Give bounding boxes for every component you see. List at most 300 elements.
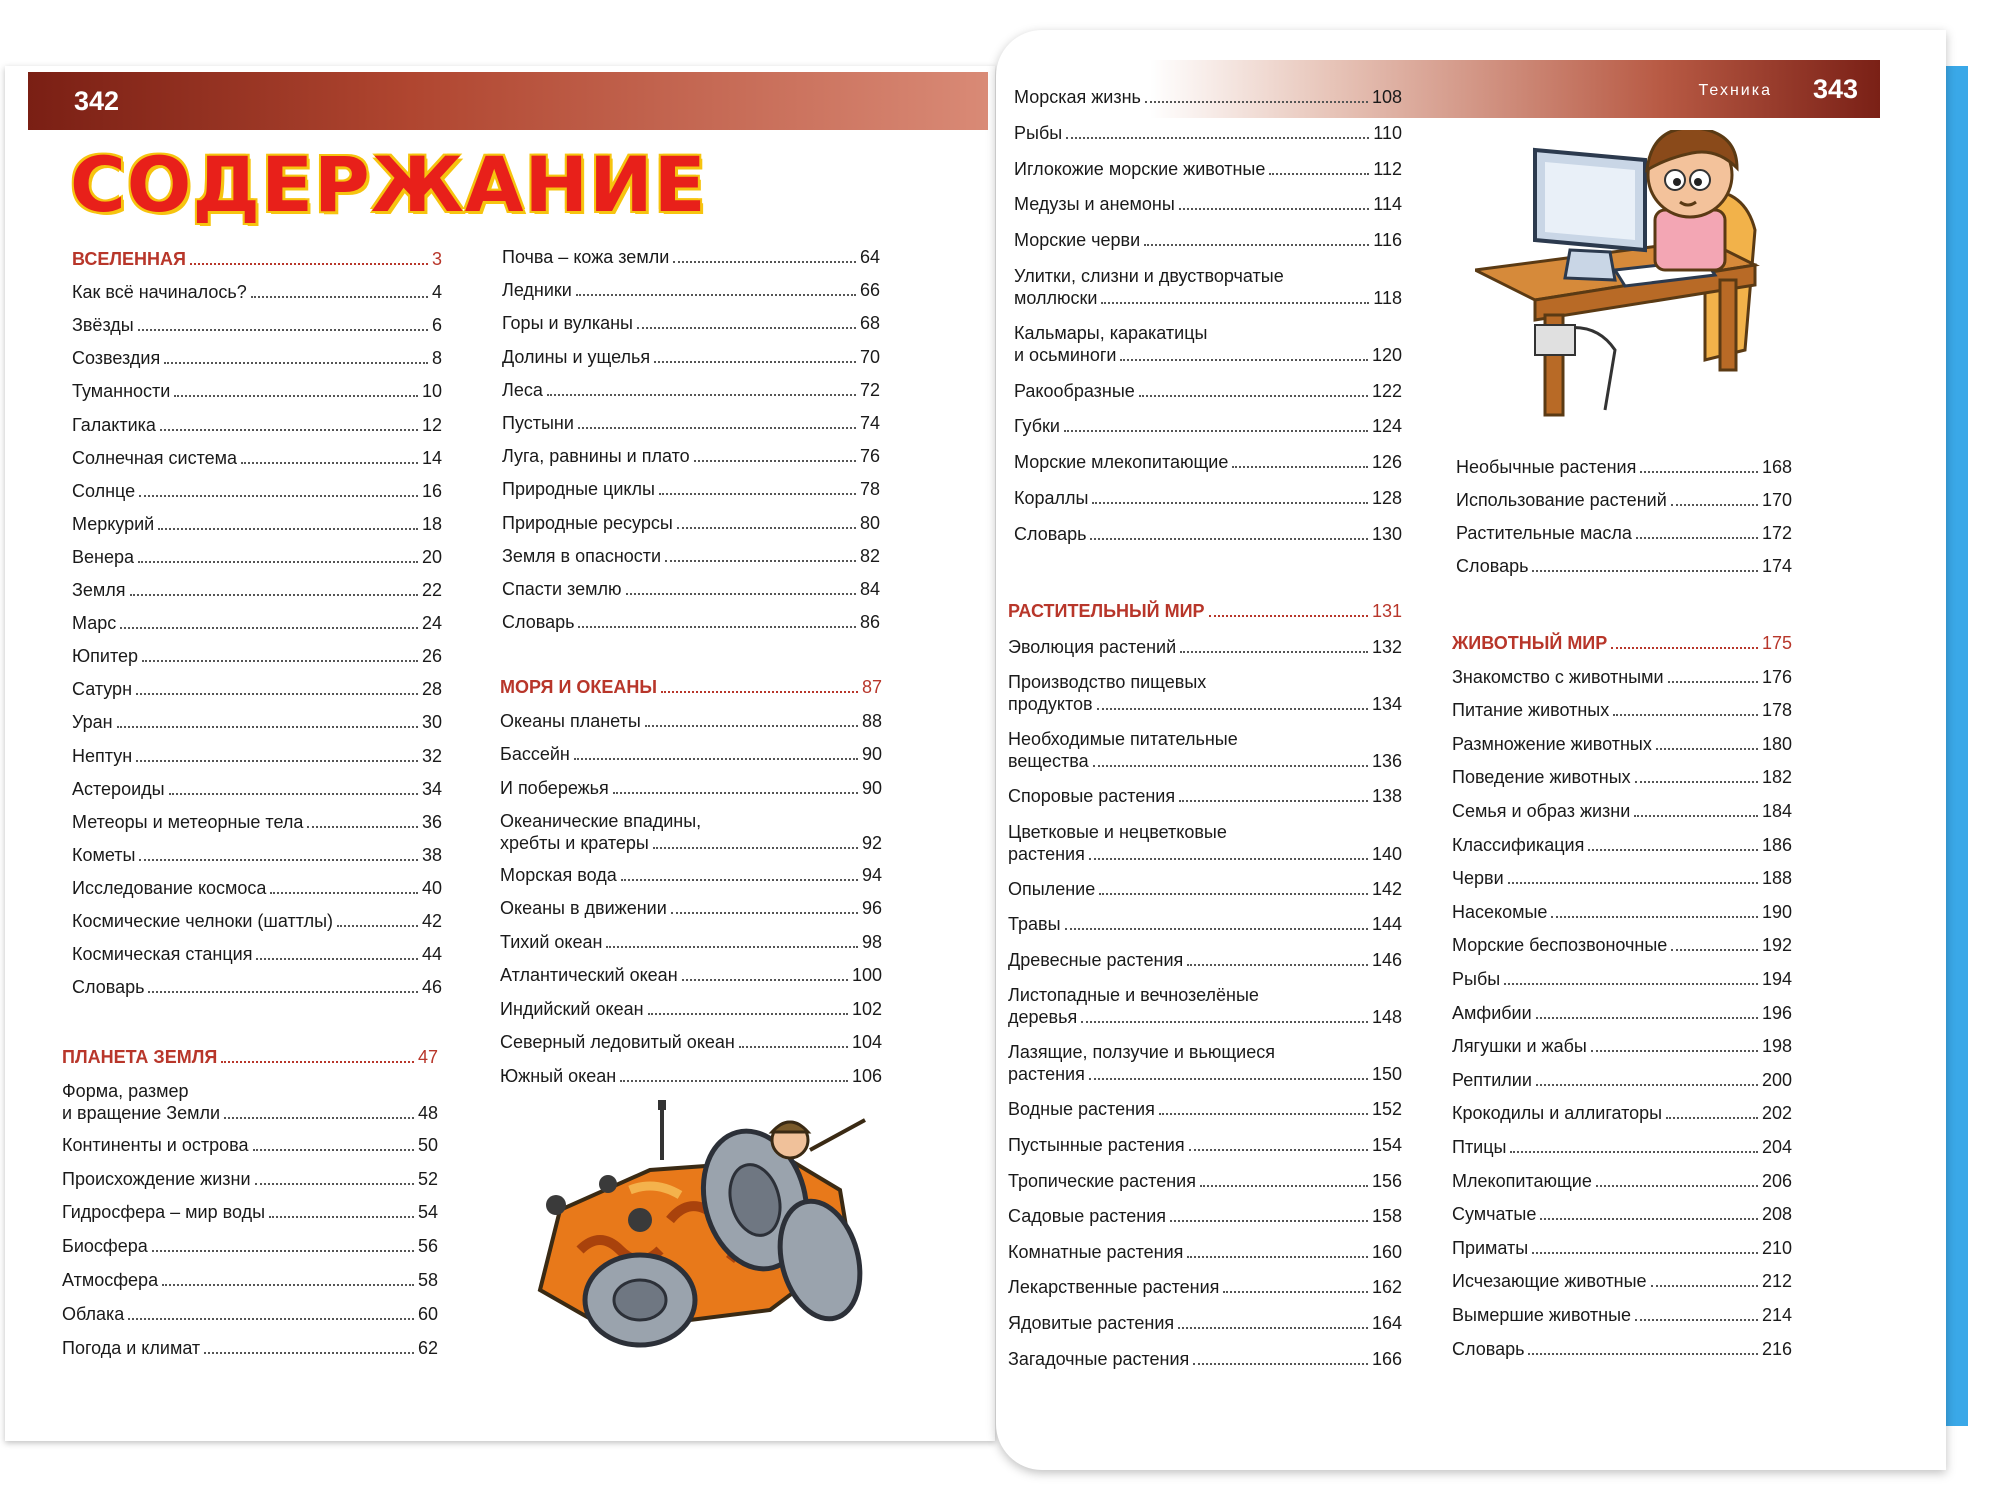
dot-leader [1179, 208, 1370, 210]
toc-page-number: 180 [1761, 733, 1792, 754]
dot-leader [1193, 1363, 1368, 1365]
toc-page-number: 128 [1371, 487, 1402, 508]
dot-leader [139, 495, 418, 497]
toc-entry [1008, 728, 1402, 772]
dot-leader [613, 792, 858, 794]
toc-page-number: 174 [1761, 556, 1792, 576]
dot-leader [128, 1318, 414, 1320]
toc-page-number: 148 [1371, 1007, 1402, 1028]
toc-entry-label: Исследование космоса [72, 877, 267, 898]
dot-leader [138, 329, 428, 331]
toc-entry [62, 1201, 438, 1223]
dot-leader [1159, 1113, 1368, 1115]
toc-entry [1452, 834, 1792, 856]
toc-page-number: 162 [1371, 1277, 1402, 1298]
toc-entry [72, 678, 442, 700]
toc-entry-label: Сумчатые [1452, 1204, 1537, 1225]
dot-leader [1635, 781, 1758, 783]
toc-page-number: 118 [1373, 288, 1402, 308]
toc-page-number: 92 [861, 833, 882, 853]
dot-leader [139, 859, 418, 861]
toc-entry-label: Ракообразные [1014, 380, 1135, 401]
dot-leader [1089, 858, 1368, 860]
dot-leader [574, 758, 858, 760]
toc-entry [1014, 86, 1402, 108]
toc-entry-label: Леса [502, 379, 543, 400]
toc-entry-label: Меркурий [72, 513, 155, 534]
toc-entry [1452, 901, 1792, 923]
toc-entry-label: Гидросфера – мир воды [62, 1202, 266, 1223]
toc-entry [72, 513, 442, 535]
toc-entry-label: Опыление [1008, 878, 1096, 899]
toc-entry [502, 412, 880, 434]
toc-page-number: 3 [431, 249, 442, 269]
toc-entry [1008, 1170, 1402, 1192]
toc-entry-label: Необычные растения [1456, 457, 1637, 477]
toc-entry-label: Ледники [502, 280, 572, 301]
dot-leader [1120, 359, 1368, 361]
dot-leader [1504, 983, 1758, 985]
toc-entry-label: И побережья [500, 777, 609, 798]
toc-entry [1008, 949, 1402, 971]
toc-entry-label-line1: Листопадные и вечнозелёные [1008, 985, 1259, 1006]
toc-entry-label: хребты и кратеры [500, 833, 649, 853]
toc-section-heading [1452, 632, 1792, 654]
toc-entry [72, 943, 442, 965]
toc-page-number: 104 [851, 1032, 882, 1053]
toc-entry-label-line1: Кальмары, каракатицы [1014, 323, 1208, 344]
toc-entry-label: Словарь [72, 977, 145, 998]
toc-entry-label: Черви [1452, 868, 1504, 889]
toc-entry-label: Словарь [502, 612, 575, 633]
toc-entry [1014, 193, 1402, 215]
toc-entry-label: Облака [62, 1303, 125, 1324]
toc-entry-label: Древесные растения [1008, 949, 1184, 970]
toc-page-number: 6 [431, 315, 442, 336]
toc-entry [1008, 821, 1402, 865]
toc-page-number: 40 [421, 877, 442, 898]
toc-entry [1008, 878, 1402, 900]
toc-entry [500, 931, 882, 953]
toc-page-number: 47 [417, 1047, 438, 1067]
toc-page-number: 112 [1373, 158, 1402, 179]
toc-page-number: 142 [1371, 878, 1402, 899]
toc-entry [1008, 785, 1402, 807]
toc-entry [500, 1065, 882, 1087]
toc-entry [62, 1168, 438, 1190]
toc-entry [62, 1134, 438, 1156]
toc-page-number: 22 [421, 580, 442, 600]
toc-entry [1008, 984, 1402, 1028]
toc-page-number: 88 [861, 710, 882, 731]
toc-entry-label-line1: Форма, размер [62, 1080, 189, 1101]
toc-entry [1014, 122, 1402, 144]
toc-page-number: 66 [859, 280, 880, 301]
toc-entry [502, 312, 880, 334]
dot-leader [1180, 651, 1368, 653]
toc-entry [72, 579, 442, 601]
toc-entry [72, 645, 442, 667]
toc-entry [500, 964, 882, 986]
dot-leader [1596, 1185, 1758, 1187]
toc-entry-label: Словарь [1452, 1338, 1525, 1359]
dot-leader [120, 627, 418, 629]
toc-entry [72, 811, 442, 833]
toc-page-number: 26 [421, 646, 442, 667]
toc-entry-label: Солнечная система [72, 447, 238, 468]
toc-page-number: 58 [417, 1270, 438, 1291]
toc-entry-label-line1: Цветковые и нецветковые [1008, 821, 1227, 842]
toc-entry-label: Морская жизнь [1014, 87, 1141, 107]
toc-page-number: 152 [1371, 1099, 1402, 1120]
dot-leader [637, 327, 856, 329]
dot-leader [130, 594, 418, 596]
toc-entry-label: Загадочные растения [1008, 1348, 1190, 1369]
dot-leader [1508, 882, 1758, 884]
toc-page-number: 131 [1371, 601, 1402, 621]
toc-entry-label-line1: Океанические впадины, [500, 811, 702, 831]
toc-page-number: 62 [417, 1337, 438, 1358]
dot-leader [136, 693, 418, 695]
toc-page-number: 108 [1371, 87, 1402, 107]
toc-entry [1452, 968, 1792, 990]
toc-entry-label: Северный ледовитый океан [500, 1032, 735, 1053]
toc-section-heading [500, 676, 882, 698]
dot-leader [1064, 430, 1368, 432]
toc-page-number: 12 [421, 414, 442, 435]
dot-leader [1223, 1291, 1368, 1293]
toc-page-number: 164 [1371, 1313, 1402, 1333]
dot-leader [661, 691, 858, 693]
toc-page-number: 64 [859, 247, 880, 267]
toc-entry [1014, 380, 1402, 402]
toc-entry [1008, 1205, 1402, 1227]
toc-page-number: 172 [1761, 523, 1792, 543]
toc-page-number: 175 [1761, 633, 1792, 653]
toc-entry [1014, 265, 1402, 309]
toc-page-number: 134 [1371, 694, 1402, 715]
dot-leader [1093, 765, 1368, 767]
toc-entry-label-line1: Необходимые питательные [1008, 729, 1238, 750]
toc-page-number: 146 [1371, 949, 1402, 970]
toc-entry-label-line1: Улитки, слизни и двустворчатые [1014, 266, 1284, 286]
toc-entry-label: Происхождение жизни [62, 1168, 251, 1189]
toc-entry [1014, 158, 1402, 180]
toc-entry-label: Долины и ущелья [502, 346, 651, 367]
toc-page-number: 188 [1761, 868, 1792, 889]
dot-leader [1179, 800, 1368, 802]
toc-section-heading [72, 248, 442, 270]
toc-entry [1014, 523, 1402, 545]
dot-leader [665, 560, 856, 562]
toc-page-number: 4 [431, 282, 442, 303]
dot-leader [164, 362, 428, 364]
toc-page-number: 154 [1371, 1135, 1402, 1155]
dot-leader [626, 593, 856, 595]
toc-entry [1008, 1041, 1402, 1085]
toc-entry-label: Вымершие животные [1452, 1305, 1632, 1325]
toc-entry-label: Морские беспозвоночные [1452, 935, 1668, 956]
dot-leader [169, 793, 418, 795]
dot-leader [1528, 1353, 1757, 1355]
toc-entry-label: Губки [1014, 416, 1060, 437]
toc-entry-label: Комнатные растения [1008, 1241, 1184, 1262]
toc-page-number: 46 [421, 977, 442, 998]
toc-entry-label: Индийский океан [500, 998, 644, 1019]
toc-entry-label: Млекопитающие [1452, 1170, 1592, 1191]
dot-leader [1269, 173, 1369, 175]
toc-entry-label: Садовые растения [1008, 1206, 1167, 1227]
toc-entry [1452, 1102, 1792, 1124]
toc-entry-label: Космические челноки (шаттлы) [72, 911, 334, 931]
toc-page-number: 116 [1373, 230, 1402, 251]
toc-entry-label: Насекомые [1452, 901, 1548, 922]
toc-entry-label: Питание животных [1452, 700, 1610, 721]
dot-leader [307, 826, 418, 828]
dot-leader [142, 660, 418, 662]
toc-entry [500, 777, 882, 799]
toc-entry [500, 743, 882, 765]
toc-entry-label: Континенты и острова [62, 1134, 249, 1155]
toc-entry-label: Биосфера [62, 1236, 148, 1257]
toc-entry-label: Морские млекопитающие [1014, 452, 1229, 473]
dot-leader [1536, 1084, 1758, 1086]
dot-leader [253, 1149, 414, 1151]
toc-entry-label: Океаны планеты [500, 710, 641, 731]
toc-entry [502, 578, 880, 600]
toc-page-number: 48 [417, 1102, 438, 1123]
cartoon-boy-at-computer-icon [1475, 130, 1775, 420]
toc-entry-label: Амфибии [1452, 1002, 1532, 1023]
dot-leader [1089, 1078, 1368, 1080]
toc-page-number: 214 [1761, 1305, 1792, 1325]
toc-entry [62, 1337, 438, 1359]
dot-leader [1145, 101, 1368, 103]
toc-page-number: 126 [1371, 452, 1402, 473]
toc-entry [1014, 322, 1402, 366]
toc-page-number: 208 [1761, 1204, 1792, 1225]
dot-leader [682, 979, 848, 981]
toc-entry-label: Рептилии [1452, 1069, 1532, 1090]
dot-leader [162, 1284, 414, 1286]
toc-entry [1008, 913, 1402, 935]
toc-entry [1452, 1035, 1792, 1057]
toc-entry-label: Созвездия [72, 348, 161, 369]
toc-entry-label: Природные циклы [502, 479, 655, 500]
dot-leader [1656, 748, 1758, 750]
toc-page-number: 170 [1761, 490, 1792, 510]
toc-entry [72, 844, 442, 866]
toc-entry [72, 447, 442, 469]
toc-entry [62, 1235, 438, 1257]
dot-leader [576, 294, 856, 296]
toc-entry [72, 380, 442, 402]
toc-page-number: 76 [859, 446, 880, 467]
toc-page-number: 200 [1761, 1069, 1792, 1090]
dot-leader [1532, 1252, 1758, 1254]
dot-leader [158, 528, 418, 530]
toc-entry-label: ЖИВОТНЫЙ МИР [1452, 633, 1608, 653]
toc-entry [502, 445, 880, 467]
toc-page-number: 14 [421, 447, 442, 468]
toc-entry [72, 347, 442, 369]
toc-entry [72, 976, 442, 998]
toc-page-number: 176 [1761, 666, 1792, 687]
toc-entry [1008, 1276, 1402, 1298]
dot-leader [648, 1013, 848, 1015]
toc-entry-label: Кораллы [1014, 487, 1089, 508]
toc-entry [500, 998, 882, 1020]
toc-entry [72, 480, 442, 502]
dot-leader [1536, 1017, 1758, 1019]
toc-entry [502, 379, 880, 401]
dot-leader [1209, 615, 1368, 617]
toc-entry [1008, 1134, 1402, 1156]
toc-page-number: 184 [1761, 801, 1792, 821]
toc-entry-label: Птицы [1452, 1137, 1507, 1157]
toc-entry-label: МОРЯ И ОКЕАНЫ [500, 677, 658, 697]
left-header-bar [28, 72, 988, 130]
toc-entry [1014, 415, 1402, 437]
dot-leader [337, 925, 418, 927]
toc-entry-label: Эволюция растений [1008, 636, 1177, 657]
toc-page-number: 86 [859, 612, 880, 633]
toc-entry [1452, 800, 1792, 822]
toc-entry-label: Земля [72, 580, 126, 600]
dot-leader [547, 394, 856, 396]
toc-entry [500, 810, 882, 854]
dot-leader [1144, 244, 1369, 246]
toc-page-number: 68 [859, 313, 880, 334]
toc-entry [1008, 1312, 1402, 1334]
dot-leader [653, 847, 858, 849]
dot-leader [1532, 570, 1757, 572]
toc-page-number: 100 [851, 965, 882, 986]
toc-entry-label: Рыбы [1452, 969, 1501, 989]
toc-entry-label: деревья [1008, 1007, 1078, 1028]
toc-entry-label: Земля в опасности [502, 545, 662, 566]
dot-leader [578, 626, 855, 628]
dot-leader [1635, 1319, 1758, 1321]
toc-page-number: 32 [421, 745, 442, 766]
dot-leader [1640, 471, 1758, 473]
toc-entry [502, 512, 880, 534]
toc-entry [72, 612, 442, 634]
dot-leader [1611, 647, 1758, 649]
toc-entry-label: Крокодилы и аллигаторы [1452, 1103, 1663, 1124]
toc-entry-label: Споровые растения [1008, 786, 1176, 807]
toc-page-number: 54 [417, 1202, 438, 1223]
toc-entry-label: Пустыни [502, 413, 574, 433]
toc-page-number: 124 [1371, 416, 1402, 437]
toc-page-number: 206 [1761, 1170, 1792, 1191]
dot-leader [621, 879, 858, 881]
toc-entry [72, 778, 442, 800]
toc-entry-label: Океаны в движении [500, 898, 667, 919]
toc-entry [1014, 229, 1402, 251]
dot-leader [1092, 502, 1367, 504]
toc-page-number: 60 [417, 1303, 438, 1324]
toc-entry-label: Венера [72, 546, 134, 567]
toc-entry-label: Рыбы [1014, 122, 1063, 143]
toc-entry-label: Нептун [72, 745, 133, 766]
toc-entry-label: Знакомство с животными [1452, 666, 1664, 687]
toc-entry-label: Словарь [1014, 523, 1087, 544]
toc-entry-label: моллюски [1014, 288, 1098, 308]
toc-page-number: 74 [859, 413, 880, 433]
toc-entry-label: Использование растений [1456, 490, 1667, 510]
toc-entry [1452, 1338, 1792, 1360]
dot-leader [269, 1216, 414, 1218]
toc-page-number: 182 [1761, 767, 1792, 788]
toc-entry-label: растения [1008, 1064, 1085, 1085]
toc-entry [1456, 456, 1792, 478]
toc-page-number: 80 [859, 512, 880, 533]
toc-entry-label: Водные растения [1008, 1099, 1155, 1120]
toc-entry-label: Пустынные растения [1008, 1135, 1185, 1155]
dot-leader [1066, 137, 1369, 139]
toc-entry-label: и осьминоги [1014, 345, 1117, 366]
dot-leader [152, 1250, 414, 1252]
toc-entry [1452, 733, 1792, 755]
toc-entry [502, 246, 880, 268]
toc-page-number: 42 [421, 911, 442, 931]
dot-leader [190, 263, 428, 265]
toc-entry [500, 710, 882, 732]
toc-page-number: 98 [861, 931, 882, 952]
dot-leader [148, 991, 417, 993]
toc-page-number: 16 [421, 480, 442, 501]
toc-entry-label: Южный океан [500, 1065, 617, 1086]
toc-entry-label: Уран [72, 712, 113, 733]
toc-page-number: 156 [1371, 1170, 1402, 1191]
dot-leader [117, 726, 418, 728]
toc-page-number: 52 [417, 1168, 438, 1189]
toc-entry-label: Метеоры и метеорные тела [72, 811, 304, 832]
dot-leader [136, 760, 418, 762]
toc-page-number: 122 [1371, 380, 1402, 401]
dot-leader [256, 958, 418, 960]
toc-entry-label: Тропические растения [1008, 1170, 1196, 1191]
toc-entry [1452, 699, 1792, 721]
dot-leader [1081, 1021, 1368, 1023]
toc-page-number: 96 [861, 898, 882, 919]
toc-page-number: 168 [1761, 457, 1792, 477]
toc-entry-label: Погода и климат [62, 1337, 201, 1358]
dot-leader [1139, 395, 1368, 397]
toc-entry [500, 897, 882, 919]
toc-page-number: 140 [1371, 843, 1402, 864]
dot-leader [671, 912, 858, 914]
toc-page-number: 78 [859, 479, 880, 500]
dot-leader [221, 1061, 414, 1063]
dot-leader [1666, 1117, 1758, 1119]
toc-page-number: 90 [861, 777, 882, 798]
toc-page-number: 38 [421, 844, 442, 865]
toc-entry [1452, 1237, 1792, 1259]
toc-entry-label: Иглокожие морские животные [1014, 158, 1266, 179]
toc-entry [500, 1031, 882, 1053]
toc-entry-label: Морская вода [500, 864, 617, 885]
toc-page-number: 210 [1761, 1237, 1792, 1258]
dot-leader [1634, 815, 1758, 817]
dot-leader [1510, 1151, 1757, 1153]
toc-entry [72, 877, 442, 899]
dot-leader [270, 892, 418, 894]
toc-page-number: 136 [1371, 751, 1402, 772]
toc-entry [502, 545, 880, 567]
toc-entry-label: Морские черви [1014, 230, 1141, 251]
